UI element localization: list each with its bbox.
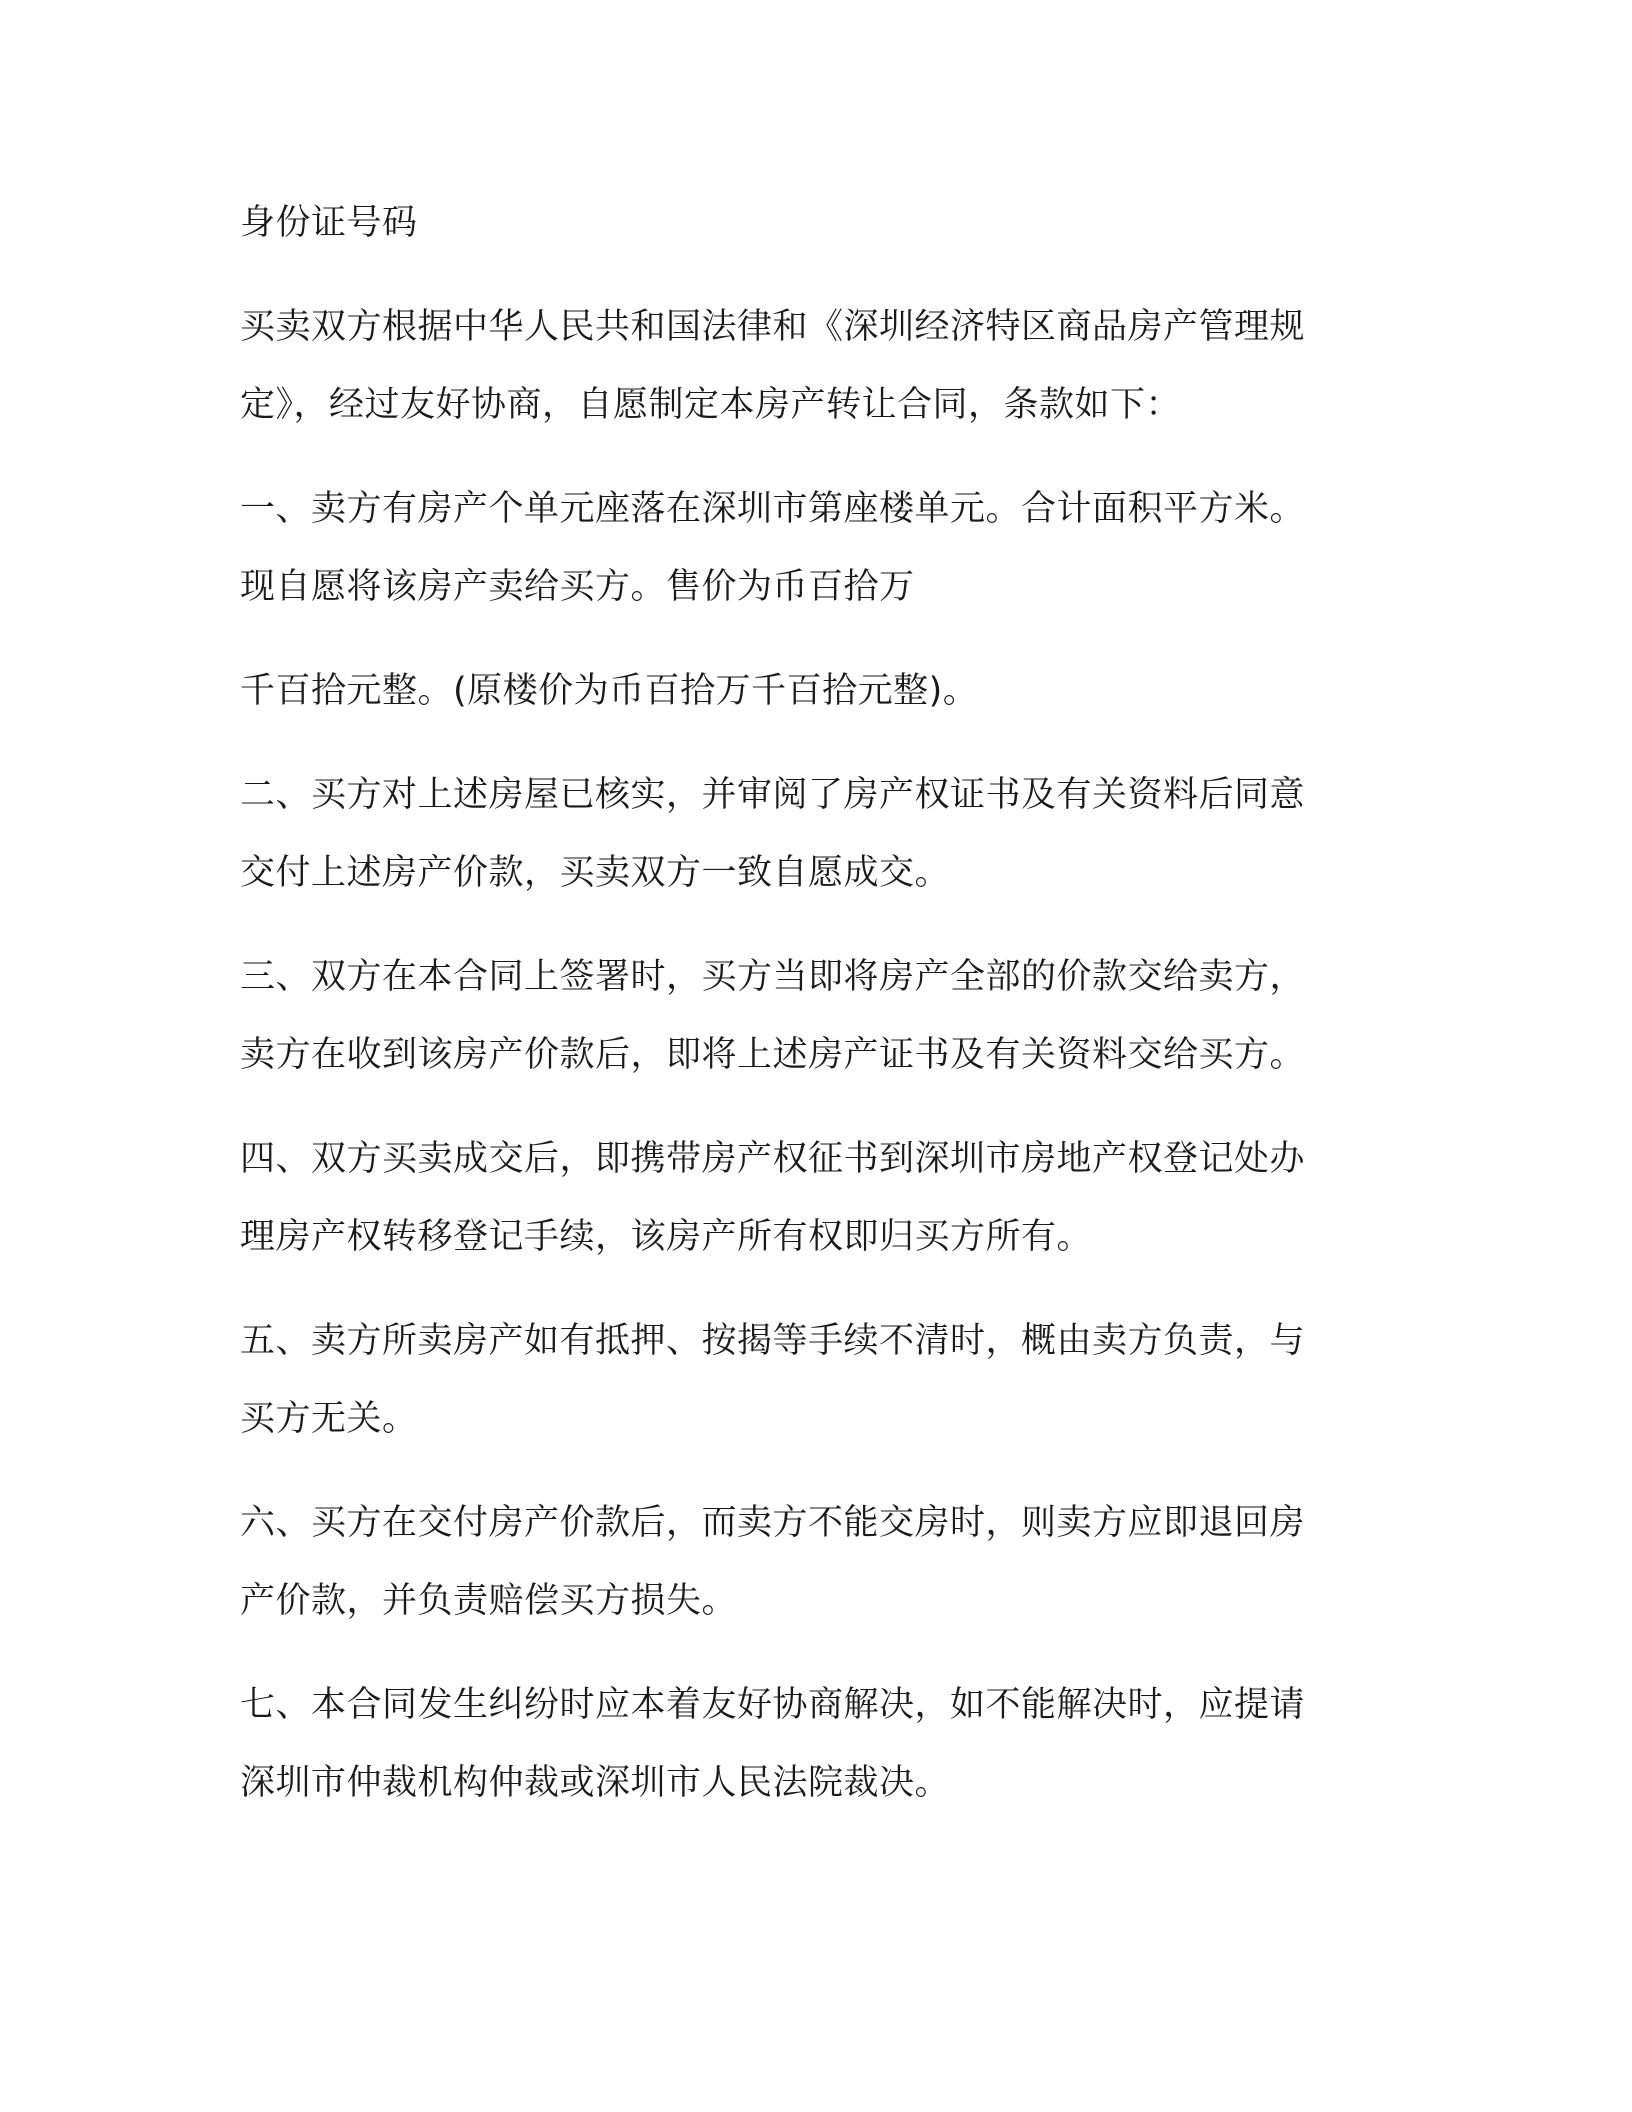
paragraph-clause-7 bbox=[240, 1666, 1360, 1822]
paragraph-line: 千百拾元整。(原楼价为币百拾万千百拾元整)。 bbox=[240, 671, 979, 711]
paragraph-line: 七、本合同发生纠纷时应本着友好协商解决，如不能解决时，应提请 bbox=[240, 1685, 1306, 1725]
paragraph-line: 买方无关。 bbox=[240, 1399, 418, 1439]
paragraph-clause-1 bbox=[240, 470, 1360, 626]
paragraph-line: 五、卖方所卖房产如有抵押、按揭等手续不清时，概由卖方负责，与 bbox=[240, 1321, 1306, 1361]
paragraph-line: 理房产权转移登记手续，该房产所有权即归买方所有。 bbox=[240, 1217, 1093, 1257]
paragraph-line: 一、卖方有房产个单元座落在深圳市第座楼单元。合计面积平方米。 bbox=[240, 489, 1306, 529]
document-body bbox=[240, 184, 1360, 1822]
paragraph-clause-6 bbox=[240, 1484, 1360, 1640]
paragraph-line: 买卖双方根据中华人民共和国法律和《深圳经济特区商品房产管理规 bbox=[240, 307, 1306, 347]
id-number-heading: 身份证号码 bbox=[240, 203, 418, 243]
paragraph-line: 产价款，并负责赔偿买方损失。 bbox=[240, 1581, 738, 1621]
paragraph-line: 六、买方在交付房产价款后，而卖方不能交房时，则卖方应即退回房 bbox=[240, 1503, 1306, 1543]
paragraph-line: 三、双方在本合同上签署时，买方当即将房产全部的价款交给卖方， bbox=[240, 957, 1306, 997]
paragraph-line: 现自愿将该房产卖给买方。售价为币百拾万 bbox=[240, 567, 915, 607]
paragraph-line: 交付上述房产价款，买卖双方一致自愿成交。 bbox=[240, 853, 951, 893]
paragraph-line: 定》，经过友好协商，自愿制定本房产转让合同，条款如下： bbox=[240, 385, 1182, 425]
paragraph-line: 卖方在收到该房产价款后，即将上述房产证书及有关资料交给买方。 bbox=[240, 1035, 1306, 1075]
paragraph-price-continuation bbox=[240, 652, 1360, 730]
paragraph-clause-4 bbox=[240, 1120, 1360, 1276]
paragraph-clause-2 bbox=[240, 756, 1360, 912]
paragraph-clause-3 bbox=[240, 938, 1360, 1094]
paragraph-line: 四、双方买卖成交后，即携带房产权征书到深圳市房地产权登记处办 bbox=[240, 1139, 1306, 1179]
paragraph-clause-5 bbox=[240, 1302, 1360, 1458]
paragraph-preamble bbox=[240, 288, 1360, 444]
paragraph-line: 深圳市仲裁机构仲裁或深圳市人民法院裁决。 bbox=[240, 1763, 951, 1803]
paragraph-line: 二、买方对上述房屋已核实，并审阅了房产权证书及有关资料后同意 bbox=[240, 775, 1306, 815]
